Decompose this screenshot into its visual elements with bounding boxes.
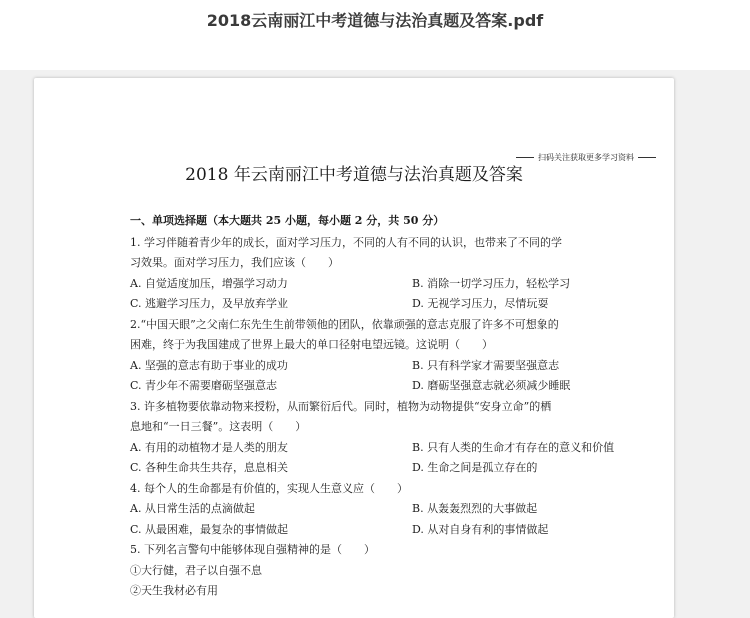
text-line: 5. 下列名言警句中能够体现自强精神的是（ ） bbox=[130, 543, 375, 556]
text-line: 困难，终于为我国建成了世界上最大的单口径射电望远镜。这说明（ ） bbox=[130, 338, 493, 351]
option-line bbox=[130, 439, 615, 455]
option-line bbox=[130, 459, 538, 475]
option-line bbox=[130, 295, 549, 311]
option-a: A. 坚强的意志有助于事业的成功 bbox=[130, 359, 288, 372]
text-line: 息地和“一日三餐”。这表明（ ） bbox=[130, 420, 307, 433]
option-line bbox=[130, 377, 571, 393]
file-name: 2018云南丽江中考道德与法治真题及答案.pdf bbox=[206, 11, 544, 30]
option-a: A. 自觉适度加压，增强学习动力 bbox=[130, 277, 288, 290]
text-line: 3. 许多植物要依靠动物来授粉，从而繁衍后代。同时，植物为动物提供“安身立命”的栖 bbox=[130, 400, 552, 413]
option-d: D. 生命之间是孤立存在的 bbox=[412, 461, 538, 474]
option-c: C. 各种生命共生共存，息息相关 bbox=[130, 461, 289, 474]
option-b: B. 只有科学家才需要坚强意志 bbox=[412, 359, 560, 372]
option-b: B. 从轰轰烈烈的大事做起 bbox=[412, 502, 538, 515]
section-heading: 一、单项选择题（本大题共 25 小题，每小题 2 分，共 50 分） bbox=[130, 214, 445, 227]
option-d: D. 无视学习压力，尽情玩耍 bbox=[412, 297, 549, 310]
option-b: B. 只有人类的生命才有存在的意义和价值 bbox=[412, 441, 615, 454]
option-c: C. 从最困难，最复杂的事情做起 bbox=[130, 523, 289, 536]
scan-note-text: 扫码关注获取更多学习资料 bbox=[538, 153, 634, 162]
text-line: 4. 每个人的生命都是有价值的，实现人生意义应（ ） bbox=[130, 482, 408, 495]
option-line bbox=[130, 357, 560, 373]
text-line: ①大行健，君子以自强不息 bbox=[130, 564, 262, 577]
option-line bbox=[130, 275, 571, 291]
option-a: A. 有用的动植物才是人类的朋友 bbox=[130, 441, 288, 454]
text-line: 1. 学习伴随着青少年的成长，面对学习压力，不同的人有不同的认识，也带来了不同的学 bbox=[130, 236, 562, 249]
viewer-toolbar bbox=[0, 0, 750, 70]
option-d: D. 从对自身有利的事情做起 bbox=[412, 523, 549, 536]
divider bbox=[638, 157, 656, 158]
text-line: 习效果。面对学习压力，我们应该（ ） bbox=[130, 256, 339, 269]
option-c: C. 青少年不需要磨砺坚强意志 bbox=[130, 379, 278, 392]
text-line: 2.“中国天眼”之父南仁东先生生前带领他的团队，依靠顽强的意志克服了许多不可想象的 bbox=[130, 318, 559, 331]
divider bbox=[516, 157, 534, 158]
option-line bbox=[130, 521, 549, 537]
option-line bbox=[130, 500, 538, 516]
option-a: A. 从日常生活的点滴做起 bbox=[130, 502, 255, 515]
text-line: ②天生我材必有用 bbox=[130, 584, 218, 597]
option-c: C. 逃避学习压力，及早放弃学业 bbox=[130, 297, 289, 310]
option-d: D. 磨砺坚强意志就必须减少睡眠 bbox=[412, 379, 571, 392]
document-page[interactable] bbox=[34, 78, 674, 618]
document-title: 2018 年云南丽江中考道德与法治真题及答案 bbox=[185, 165, 523, 185]
option-b: B. 消除一切学习压力，轻松学习 bbox=[412, 277, 571, 290]
